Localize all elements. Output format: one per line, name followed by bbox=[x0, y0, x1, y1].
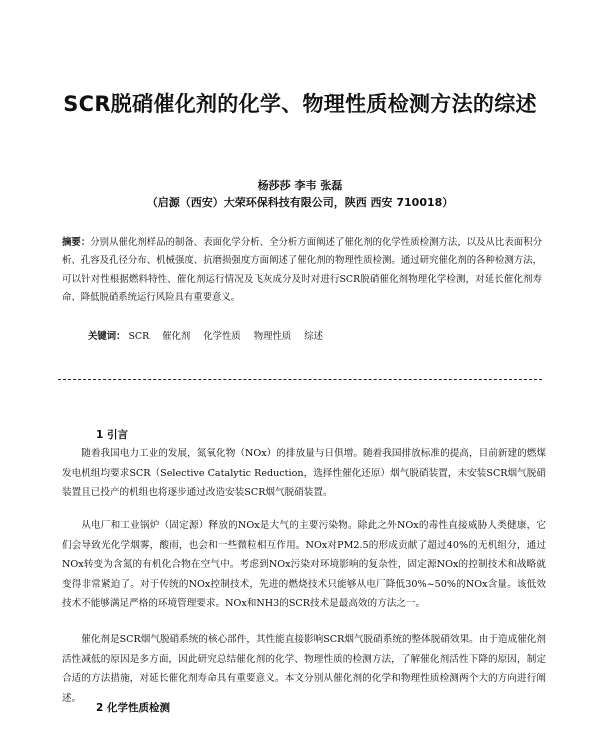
abstract-text: 分别从催化剂样品的制备、表面化学分析、全分析方面阐述了催化剂的化学性质检测方法，以及从比表面积分析、孔容及孔径分布、机械强度、抗磨损强度方面阐述了催化剂的物理性质检测。通过研究催化剂的各种检测方法，可以针对性根据燃料特性、催化剂运行情况及飞灰成分及时对进行SCR脱硝催化剂物理化学检测，对延长催化剂寿命、降低脱硝系统运行风险具有重要意义。 bbox=[62, 237, 542, 304]
keywords-block bbox=[88, 328, 548, 346]
body-paragraph: 从电厂和工业锅炉（固定源）释放的NOx是大气的主要污染物。除此之外NOx的毒性直接威胁人类健康，它们会导致光化学烟雾，酸雨，也会和一些微粒相互作用。NOx对PM2.5的形成贡献了超过40%的无机组分，通过NOx转变为含氮的有机化合物在空气中。考虑到NOx污染对环境影响的复杂性，固定源NOx的控制技术和战略就变得非常紧迫了。对于传统的NOx控制技术，先进的燃烧技术只能够从电厂降低30%~50%的NOx含量。该低效技术不能够满足严格的环境管理要求。NOx和NH3的SCR技术是最高效的方法之一。 bbox=[62, 520, 546, 610]
body-paragraph: 催化剂是SCR烟气脱硝系统的核心部件，其性能直接影响SCR烟气脱硝系统的整体脱硝效果。由于造成催化剂活性减低的原因是多方面，因此研究总结催化剂的化学、物理性质的检测方法，了解催化剂活性下降的原因，制定合适的方法措施，对延长催化剂寿命具有重要意义。本文分别从催化剂的化学和物理性质检测两个大的方向进行阐述。 bbox=[62, 634, 546, 704]
keywords-label: 关键词： bbox=[88, 331, 126, 342]
keyword: SCR bbox=[128, 331, 150, 342]
body-paragraph: 随着我国电力工业的发展，氮氧化物（NOx）的排放量与日俱增。随着我国排放标准的提高，目前新建的燃煤发电机组均要求SCR（Selective Catalytic Reduction，选择性催化还原）烟气脱硝装置，未安装SCR烟气脱硝装置且已投产的机组也将逐步通过改造安装SCR烟气脱硝装置。 bbox=[62, 448, 546, 499]
keyword: 综述 bbox=[304, 331, 324, 342]
keyword: 催化剂 bbox=[162, 331, 191, 342]
section-heading-introduction: 1 引言 bbox=[96, 429, 128, 441]
abstract-block bbox=[62, 234, 542, 308]
abstract-label: 摘要： bbox=[62, 237, 91, 248]
keyword: 化学性质 bbox=[203, 331, 241, 342]
keyword: 物理性质 bbox=[253, 331, 292, 342]
affiliation: （启源（西安）大荣环保科技有限公司，陕西 西安 710018） bbox=[146, 196, 454, 209]
author-list: 杨莎莎 李韦 张磊 bbox=[257, 179, 343, 192]
section-divider bbox=[58, 379, 542, 380]
section-heading-chemical: 2 化学性质检测 bbox=[96, 702, 170, 714]
paper-title: SCR脱硝催化剂的化学、物理性质检测方法的综述 bbox=[63, 92, 537, 116]
